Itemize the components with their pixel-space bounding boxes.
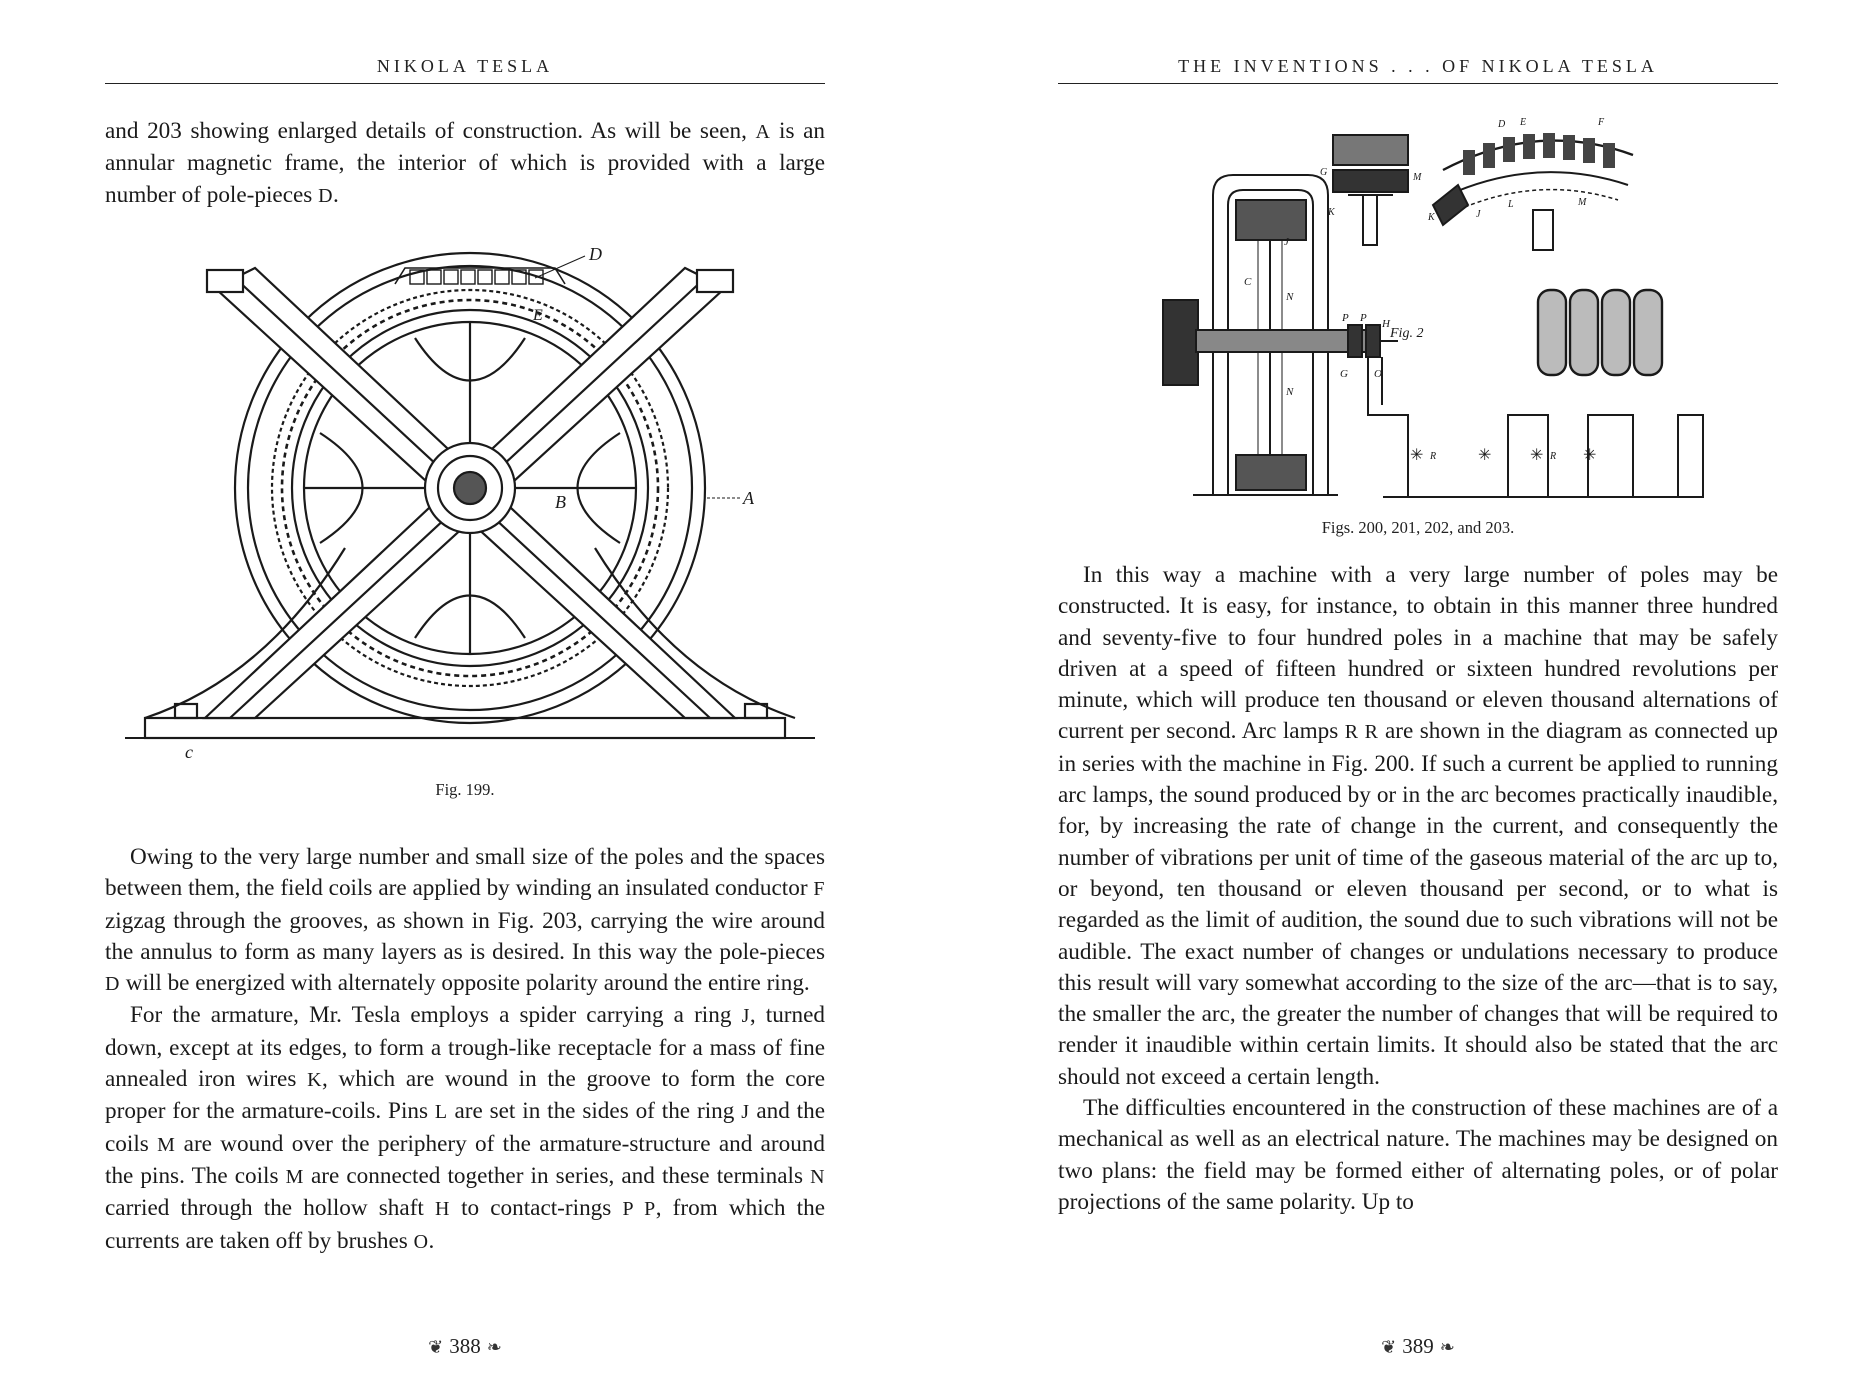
left-intro-text: and 203 showing enlarged details of construction. As will be seen, A is an annular magnetic frame, the interior of which is provided with a large number of pole-pieces D. xyxy=(105,118,825,208)
arc-lamp-icon: ✳ xyxy=(1478,445,1492,464)
right-running-head: THE INVENTIONS . . . OF NIKOLA TESLA xyxy=(1178,56,1658,76)
svg-text:J: J xyxy=(1284,236,1289,248)
arc-lamp-icon: ✳ xyxy=(1530,445,1544,464)
svg-text:H: H xyxy=(1382,318,1390,330)
svg-text:P: P xyxy=(1360,312,1367,324)
svg-text:O: O xyxy=(1374,368,1382,380)
svg-text:G: G xyxy=(1340,368,1348,380)
svg-text:G: G xyxy=(1320,167,1328,178)
svg-text:C: C xyxy=(1244,276,1252,288)
svg-text:L: L xyxy=(1508,199,1514,210)
svg-text:N: N xyxy=(1286,291,1294,303)
folio-ornament-right-icon: ❧ xyxy=(1439,1337,1455,1357)
folio-ornament-left-icon: ❦ xyxy=(428,1337,444,1357)
figs-200-203-illustration xyxy=(1158,115,1768,505)
fig-199-label-e: E xyxy=(533,307,543,324)
fig-199-label-d: D xyxy=(589,248,602,264)
right-head-rule xyxy=(1058,83,1778,84)
svg-text:N: N xyxy=(1286,386,1294,398)
figs-200-203-caption: Figs. 200, 201, 202, and 203. xyxy=(1321,518,1515,537)
right-page xyxy=(1058,0,1778,1400)
folio-ornament-right-icon: ❧ xyxy=(486,1337,502,1357)
svg-text:K: K xyxy=(1328,207,1335,218)
folio-ornament-left-icon: ❦ xyxy=(1381,1337,1397,1357)
fig-199-caption: Fig. 199. xyxy=(435,780,495,799)
fig-2-label: Fig. 2 xyxy=(1390,326,1424,341)
fig-199-label-a: A xyxy=(743,488,754,508)
right-paragraph-2: The difficulties encountered in the construction of these machines are of a mechanical as well as an electrical nature. The machines may be designed on two plans: the field may be formed either of alternating poles, or of polar projections of the same polarity. Up to xyxy=(1058,1095,1778,1215)
svg-text:D: D xyxy=(1498,119,1506,130)
svg-text:E: E xyxy=(1520,117,1527,128)
svg-text:M: M xyxy=(1578,197,1587,208)
svg-text:P: P xyxy=(1342,312,1349,324)
left-head-rule xyxy=(105,83,825,84)
left-running-head: NIKOLA TESLA xyxy=(376,56,554,76)
svg-text:R: R xyxy=(1430,451,1437,462)
right-body-text xyxy=(1058,560,1778,1218)
fig-199-label-b: B xyxy=(555,492,566,512)
fig-199-label-c: c xyxy=(185,742,193,758)
svg-text:J: J xyxy=(1476,209,1481,220)
right-folio: ❦ 389 ❧ xyxy=(1381,1334,1455,1358)
left-paragraph-2: For the armature, Mr. Tesla employs a spider carrying a ring J, turned down, except at its edges, to form a trough-like receptacle for a mass of fine annealed iron wires K, which are wound in the groove to form the core proper for the armature-coils. Pins L are set in the sides of the ring J and the coils M are wound over the periphery of the armature-structure and around the pins. The coils M are connected together in series, and these terminals N carried through the hollow shaft H to contact-rings P P, from which the currents are taken off by brushes O. xyxy=(105,1002,826,1254)
right-paragraph-1: In this way a machine with a very large number of poles may be constructed. It is easy, for instance, to obtain in this manner three hundred and seventy-five to four hundred poles in a machine that may be safely driven at a speed of fifteen hundred or sixteen hundred revolutions per minute, which will produce ten thousand or eleven thousand alternations of current per second. Arc lamps R R are shown in the diagram as connected up in series with the machine in Fig. 200. If such a current be applied to running arc lamps, the sound produced by or in the arc becomes practically inaudible, for, by increasing the rate of change in the current, and consequently the number of vibrations per unit of time of the gaseous material of the arc up to, or beyond, ten thousand or eleven thousand per second, or to what is regarded as the limit of audition, the sound due to such vibrations will not be audible. The exact number of changes or undulations necessary to produce this result will vary somewhat according to the size of the arc—that is to say, the smaller the arc, the greater the number of changes that will be required to render it inaudible within certain limits. It should also be stated that the arc should not exceed a certain length. xyxy=(1058,562,1778,1090)
fig-199-illustration xyxy=(115,248,815,758)
arc-lamp-icon: ✳ xyxy=(1410,445,1424,464)
left-page xyxy=(105,0,825,1400)
svg-text:R: R xyxy=(1550,451,1557,462)
svg-text:K: K xyxy=(1428,212,1435,223)
arc-lamp-icon: ✳ xyxy=(1583,445,1597,464)
left-body-text xyxy=(105,842,825,1258)
svg-text:F: F xyxy=(1598,117,1605,128)
svg-text:M: M xyxy=(1413,172,1422,183)
left-folio: ❦ 388 ❧ xyxy=(428,1334,502,1358)
left-paragraph-1: Owing to the very large number and small size of the poles and the spaces between them, the field coils are applied by winding an insulated conductor F zigzag through the grooves, as shown in Fig. 203, carrying the wire around the annulus to form as many layers as is desired. In this way the pole-pieces D will be energized with alternately opposite polarity around the entire ring. xyxy=(105,844,825,997)
